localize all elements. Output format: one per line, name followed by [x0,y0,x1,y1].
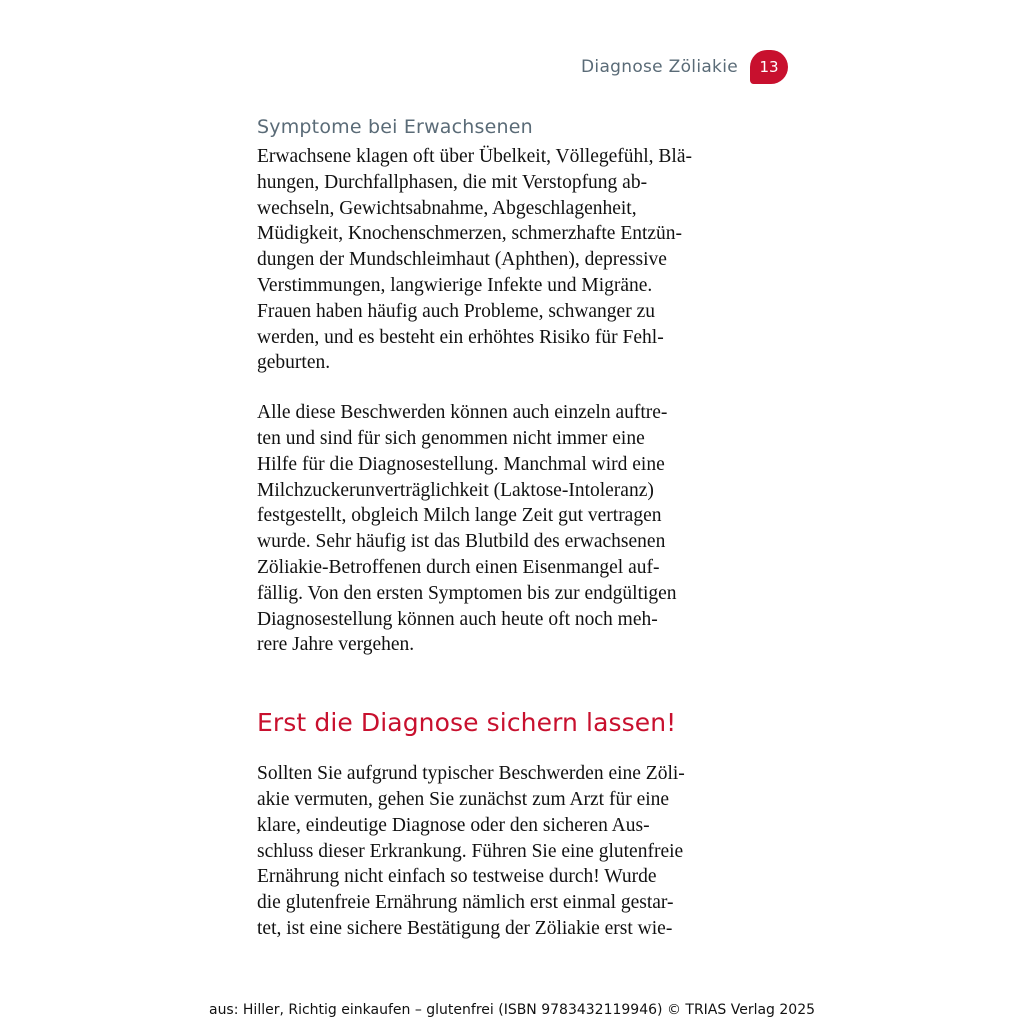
page-number-badge: 13 [750,50,788,84]
running-header [581,50,788,84]
paragraph: Alle diese Beschwerden können auch einzeln auftre- ten und sind für sich genommen nicht immer eine Hilfe für die Diagnosestellung. Manchmal wird eine Milchzuckerunverträglichkeit (Laktose-Intoleranz) festgestellt, obgleich Milch lange Zeit gut vertragen wurde. Sehr häufig ist das Blutbild des erwachsenen Zöliakie-Betroffenen durch einen Eisenmangel auf- fällig. Von den ersten Symptomen bis zur endgültigen Diagnosestellung können auch heute oft noch meh- rere Jahre vergehen. [257,402,677,656]
paragraph: Sollten Sie aufgrund typischer Beschwerden eine Zöli- akie vermuten, gehen Sie zunächst zum Arzt für eine klare, eindeutige Diagnose oder den sicheren Aus- schluss dieser Erkrankung. Führen Sie eine glutenfreie Ernährung nicht einfach so testweise durch! Wurde die glutenfreie Ernährung nämlich erst einmal gestar- tet, ist eine sichere Bestätigung der Zöliakie erst wie- [257,763,685,939]
subheading-symptoms: Symptome bei Erwachsenen [257,116,533,138]
paragraph: Erwachsene klagen oft über Übelkeit, Völlegefühl, Blä- hungen, Durchfallphasen, die mit Verstopfung ab- wechseln, Gewichtsabnahme, Abgeschlagenheit, Müdigkeit, Knochenschmerzen, schmerzhafte Entzün- dungen der Mundschleimhaut (Aphthen), depressive Verstimmungen, langwierige Infekte und Migräne. Frauen haben häufig auch Probleme, schwanger zu werden, und es besteht ein erhöhtes Risiko für Fehl- geburten. [257,146,692,374]
source-footer: aus: Hiller, Richtig einkaufen – glutenfrei (ISBN 9783432119946) © TRIAS Verlag 2025 [208,1002,816,1018]
page-content [257,116,757,942]
running-title: Diagnose Zöliakie [581,57,738,77]
section-heading: Erst die Diagnose sichern lassen! [257,708,677,738]
